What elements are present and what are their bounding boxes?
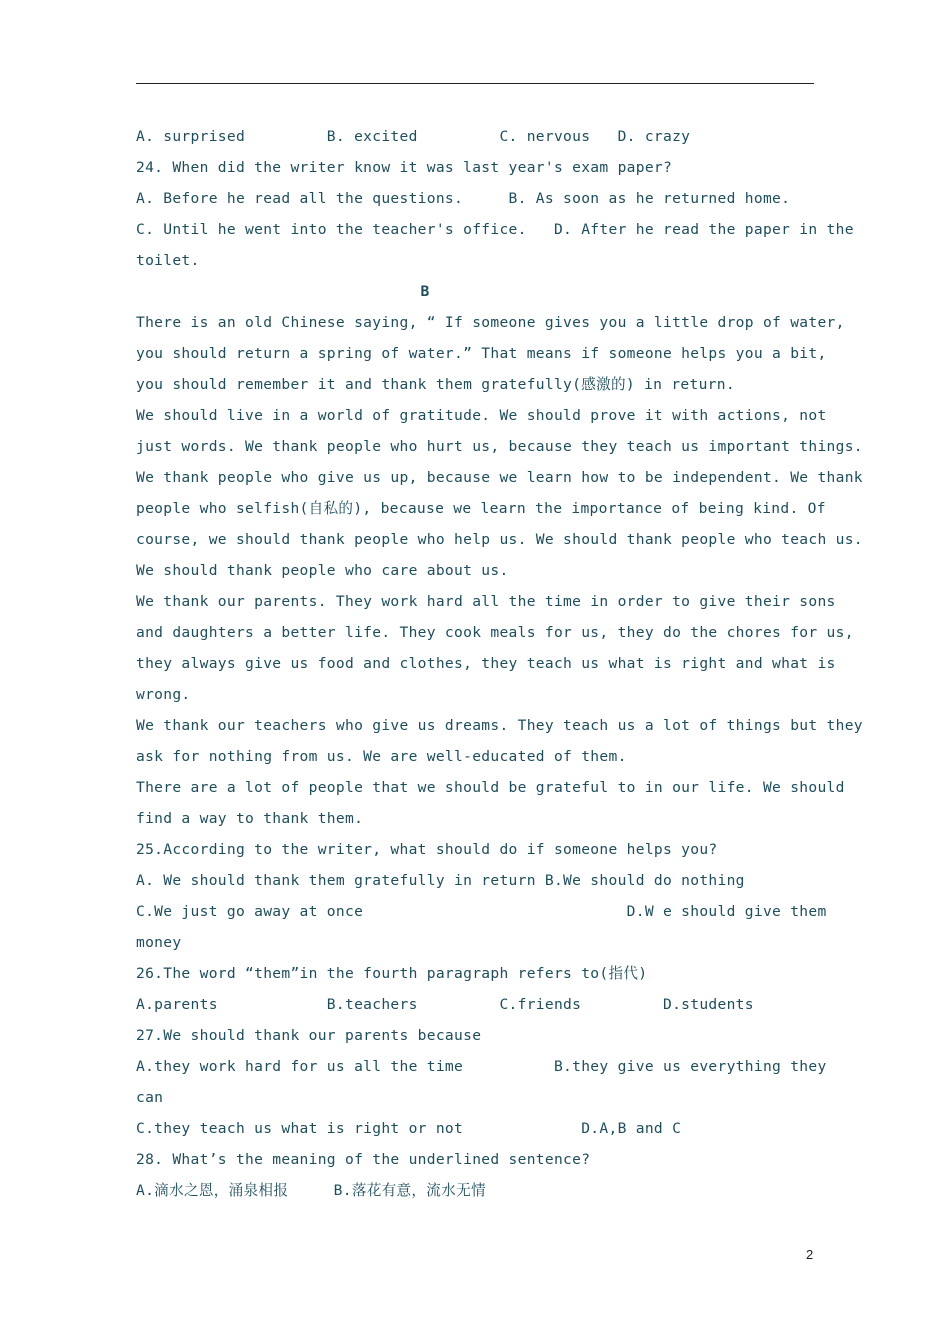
header-rule: [136, 83, 814, 84]
passage-line: We thank people who give us up, because we learn how to be independent. We thank: [136, 469, 863, 486]
q27-question: 27.We should thank our parents because: [136, 1027, 482, 1044]
passage-line: you should return a spring of water.” That means if someone helps you a bit,: [136, 345, 827, 362]
q25-options-cd: C.We just go away at once D.W e should give them: [136, 903, 827, 920]
passage-line: We should live in a world of gratitude. We should prove it with actions, not: [136, 407, 827, 424]
q28-question: 28. What’s the meaning of the underlined sentence?: [136, 1151, 591, 1168]
q24-options-cd-cont: toilet.: [136, 252, 200, 269]
passage-line: We thank our parents. They work hard all the time in order to give their sons: [136, 593, 836, 610]
q24-question: 24. When did the writer know it was last year's exam paper?: [136, 159, 673, 176]
passage-line: ask for nothing from us. We are well-educated of them.: [136, 748, 627, 765]
passage-line: just words. We thank people who hurt us, because they teach us important things.: [136, 438, 863, 455]
passage-line: they always give us food and clothes, they teach us what is right and what is: [136, 655, 836, 672]
passage-line: and daughters a better life. They cook meals for us, they do the chores for us,: [136, 624, 854, 641]
q25-options-ab: A. We should thank them gratefully in return B.We should do nothing: [136, 872, 745, 889]
q27-options-ab-cont: can: [136, 1089, 164, 1106]
q24-options-ab: A. Before he read all the questions. B. As soon as he returned home.: [136, 190, 791, 207]
passage-line: There are a lot of people that we should be grateful to in our life. We should: [136, 779, 845, 796]
passage-line: people who selfish(自私的), because we learn the importance of being kind. Of: [136, 500, 826, 517]
section-heading-b: B: [420, 283, 430, 300]
passage-line: course, we should thank people who help us. We should thank people who teach us.: [136, 531, 863, 548]
passage-line: find a way to thank them.: [136, 810, 364, 827]
passage-line: There is an old Chinese saying, “ If someone gives you a little drop of water,: [136, 314, 845, 331]
page-number: 2: [806, 1247, 814, 1262]
q25-options-cd-cont: money: [136, 934, 182, 951]
q24-options-cd: C. Until he went into the teacher's office. D. After he read the paper in the: [136, 221, 854, 238]
q26-question: 26.The word “them”in the fourth paragraph refers to(指代): [136, 965, 648, 982]
q28-options: A.滴水之恩，涌泉相报 B.落花有意，流水无情: [136, 1182, 486, 1199]
passage-line: wrong.: [136, 686, 191, 703]
passage-line: We thank our teachers who give us dreams. They teach us a lot of things but they: [136, 717, 863, 734]
q25-question: 25.According to the writer, what should do if someone helps you?: [136, 841, 718, 858]
passage-line: We should thank people who care about us.: [136, 562, 509, 579]
q23-options: A. surprised B. excited C. nervous D. crazy: [136, 128, 691, 145]
q27-options-ab: A.they work hard for us all the time B.they give us everything they: [136, 1058, 827, 1075]
passage-line: you should remember it and thank them gratefully(感激的) in return.: [136, 376, 735, 393]
q27-options-cd: C.they teach us what is right or not D.A,B and C: [136, 1120, 682, 1137]
q26-options: A.parents B.teachers C.friends D.students: [136, 996, 754, 1013]
